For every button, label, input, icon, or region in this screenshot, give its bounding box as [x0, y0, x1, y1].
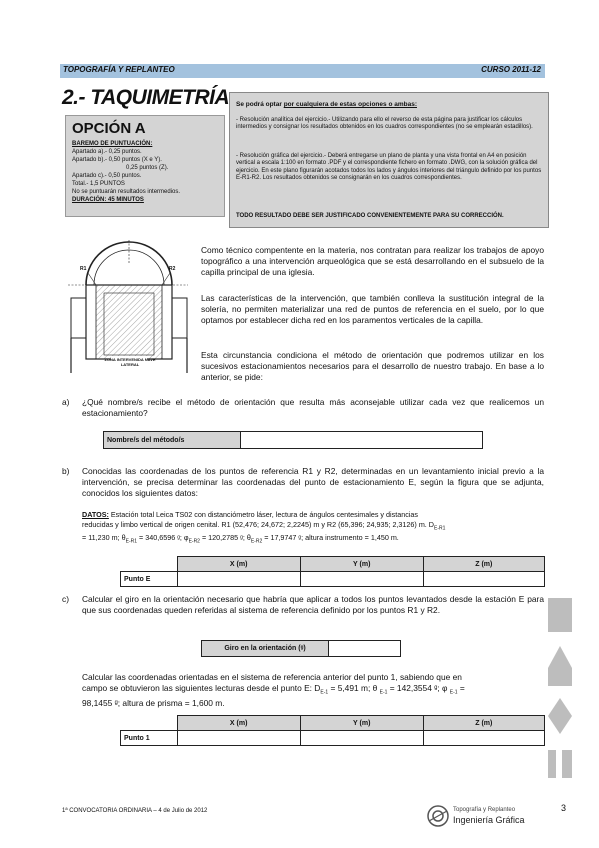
footer-convocatoria: 1ª CONVOCATORIA ORDINARIA – 4 de Julio de 2012 [62, 808, 208, 814]
col-header: Z (m) [423, 557, 544, 572]
chapel-figure [66, 238, 191, 383]
header-course: CURSO 2011-12 [481, 65, 541, 74]
paragraph: Esta circunstancia condiciona el método de orientación que podremos utilizar en los sucesivos estacionamientos necesarios para el desarrollo de nuestro trabajo. En base a lo anterior, se pide: [201, 350, 544, 382]
option-box [65, 115, 225, 217]
question-a-text: ¿Qué nombre/s recibe el método de orientación que resulta más aconsejable utilizar cada vez que realicemos un estacionamiento? [82, 397, 544, 418]
text2-line: = [457, 682, 465, 693]
scoring-line: Apartado a).- 0,25 puntos. [72, 149, 142, 155]
col-header: Z (m) [423, 716, 544, 731]
point-1-y-field[interactable] [300, 731, 423, 746]
info-analytic: - Resolución analítica del ejercicio.- Utilizando para ello el reverso de esta página para justificar los cálculos intermedios y consignar los resultados obtenidos en los cuadros correspondientes (no se emplearán estadillos). [236, 117, 533, 131]
point-e-y-field[interactable] [300, 572, 423, 587]
text2-sub: E-1 [379, 689, 388, 696]
giro-answer-field[interactable] [329, 641, 401, 657]
point-1-z-field[interactable] [423, 731, 544, 746]
col-header: X (m) [177, 557, 300, 572]
scoring-line: Apartado c).- 0,50 puntos. [72, 173, 142, 179]
option-title: OPCIÓN A [72, 120, 146, 137]
point-e-z-field[interactable] [423, 572, 544, 587]
logo-bottom-text: Ingeniería Gráfica [453, 815, 525, 825]
text2-line: campo se obtuvieron las siguientes lecturas desde el punto E: D [82, 682, 321, 693]
logo-top-text: Topografía y Replanteo [453, 807, 516, 813]
point-e-x-field[interactable] [177, 572, 300, 587]
question-c-label: c) [62, 594, 69, 604]
datos-block [82, 510, 544, 547]
scoring-line: Total.- 1,5 PUNTOS [72, 181, 125, 187]
datos-sub: E-R2 [250, 538, 263, 545]
text2-sub: E-1 [320, 689, 329, 696]
datos-text: Estación total Leica TS02 con distanciómetro láser, lectura de ángulos centesimales y distancias [108, 510, 418, 519]
col-header: X (m) [177, 716, 300, 731]
info-note: TODO RESULTADO DEBE SER JUSTIFICADO CONVENIENTEMENTE PARA SU CORRECCIÓN. [236, 213, 504, 219]
question-c-text2 [82, 672, 544, 708]
header-bar [60, 64, 545, 78]
datos-sub: E-R2 [188, 538, 200, 545]
row-label: Punto E [121, 572, 178, 587]
duration: DURACIÓN: 45 MINUTOS [72, 197, 144, 203]
info-box [229, 92, 549, 228]
text2-sub: E-1 [449, 689, 458, 696]
figure-caption: ZONA INTERVENIDA NAVE LATERAL [104, 357, 156, 367]
point-e-table [120, 556, 545, 587]
info-intro: Se podrá optar por cualquiera de estas opciones o ambas: [236, 101, 417, 108]
datos-text: = 17,9747 ᵍ; altura instrumento = 1,450 m. [262, 533, 399, 543]
paragraph: Las características de la intervención, que también conlleva la sustitución integral de la solería, no permiten materializar una red de puntos de referencia en el suelo, por lo que optamos por establecer dicha red en los paramentos verticales de la capilla. [201, 293, 544, 325]
point-1-table [120, 715, 545, 746]
point-1-x-field[interactable] [177, 731, 300, 746]
datos-sub: E-R1 [434, 524, 446, 531]
header-subject: TOPOGRAFÍA Y REPLANTEO [63, 65, 175, 74]
text2-line: = 5,491 m; θ [328, 682, 380, 693]
logo-emblem-icon [427, 805, 449, 827]
scoring-line: No se puntuarán resultados intermedios. [72, 189, 181, 195]
page-number: 3 [561, 803, 567, 813]
method-answer-field[interactable] [241, 432, 483, 449]
question-a-label: a) [62, 397, 70, 407]
row-label: Punto 1 [121, 731, 178, 746]
question-c-text: Calcular el giro en la orientación necesario que habría que aplicar a todos los puntos levantados desde la estación E para que sus coordenadas queden referidas al sistema de referencia definido por los puntos R1 y R2. [82, 594, 544, 615]
giro-table [201, 640, 401, 657]
method-label: Nombre/s del método/s [104, 432, 241, 449]
section-title: 2.- TAQUIMETRÍA [62, 86, 230, 109]
col-header: Y (m) [300, 716, 423, 731]
paragraph: Como técnico compentente en la materia, nos contratan para realizar los trabajos de apoyo topográfico a una intervención arqueológica que se está desarrollando en el subsuelo de la capilla principal de una iglesia. [201, 245, 544, 277]
giro-label: Giro en la orientación (ᵍ) [202, 641, 329, 657]
question-b-text: Conocidas las coordenadas de los puntos de referencia R1 y R2, determinadas en un levantamiento inicial previo a la intervención, se precisa determinar las coordenadas del punto de estacionamiento E, según la figura que se adjunta, conocidos los siguientes datos: [82, 466, 544, 498]
scoring-line: 0,25 puntos (Z). [126, 165, 169, 171]
datos-text: = 120,2785 ᵍ; θ [199, 533, 251, 543]
text2-line: = 142,3554 ᵍ; φ [387, 682, 450, 693]
question-b-label: b) [62, 466, 70, 476]
datos-sub: E-R1 [125, 538, 138, 545]
datos-label: DATOS: [82, 510, 109, 519]
scoring-heading: BAREMO DE PUNTUACIÓN: [72, 141, 153, 147]
side-decoration [545, 598, 575, 793]
datos-text: reducidas y limbo vertical de origen cenital. R1 (52,476; 24,672; 2,2245) m y R2 (65,396; 24,935; 2,3126) m. D [82, 519, 434, 529]
label-r2: R2 [169, 266, 176, 272]
footer-logo [427, 805, 525, 832]
datos-text: = 340,6596 ᵍ; φ [137, 533, 189, 543]
text2-line: Calcular las coordenadas orientadas en el sistema de referencia anterior del punto 1, sabiendo que en [82, 672, 462, 682]
text2-line: 98,1455 ᵍ; altura de prisma = 1,600 m. [82, 697, 225, 708]
label-r1: R1 [80, 266, 87, 272]
scoring-line: Apartado b).- 0,50 puntos (X e Y). [72, 157, 162, 163]
col-header: Y (m) [300, 557, 423, 572]
info-graphic: - Resolución gráfica del ejercicio.- Deberá entregarse un plano de planta y una vista frontal en A4 en posición vertical a escala 1:100 en formato .PDF y el correspondiente fichero en formato .DWG, con la solución gráfica del ejercicio. En este plano figurarán acotados todos los lados y ángulos interiores del triángulo definido por los puntos E-R1-R2. Los resultados obtenidos se consignarán en los cuadros correspondientes. [236, 153, 542, 182]
method-table [103, 431, 483, 449]
datos-text: = 11,230 m; θ [82, 533, 126, 543]
